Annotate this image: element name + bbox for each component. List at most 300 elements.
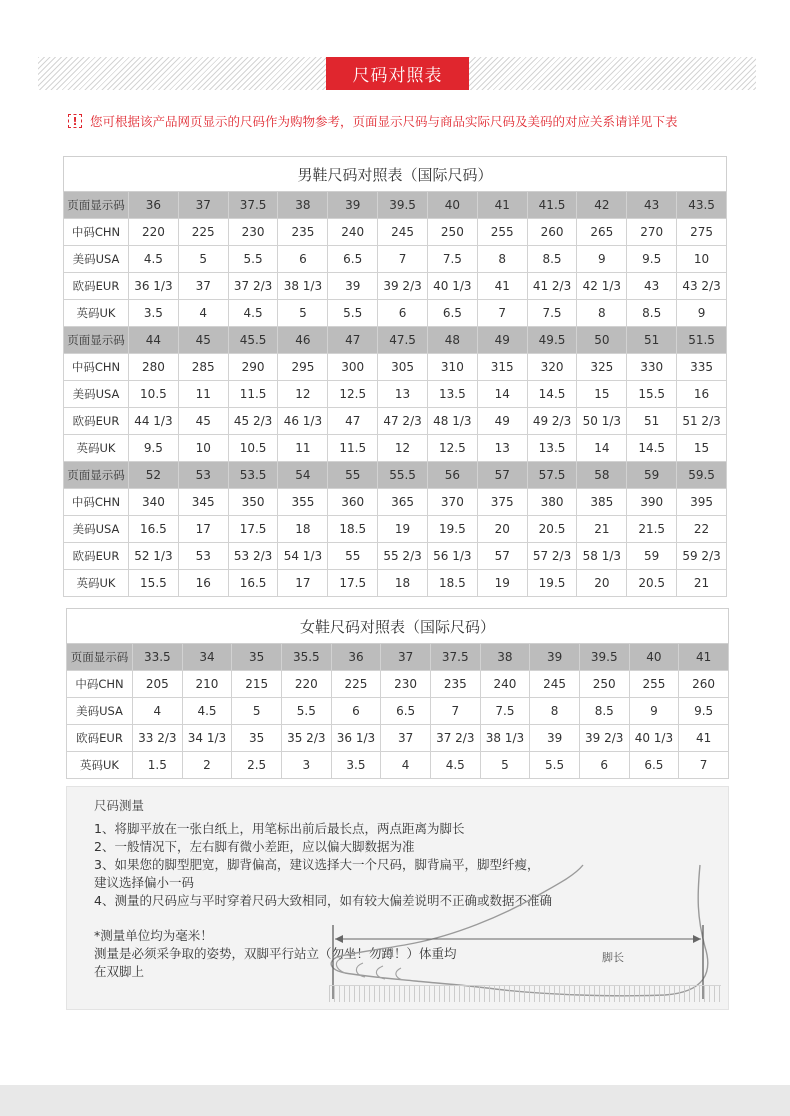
table-row — [64, 543, 727, 570]
size-cell: 3 — [281, 752, 331, 779]
size-cell: 35 — [232, 725, 282, 752]
size-cell: 39 2/3 — [378, 273, 428, 300]
size-cell: 5 — [178, 246, 228, 273]
size-cell: 47 2/3 — [378, 408, 428, 435]
table-row — [64, 354, 727, 381]
women-table-title: 女鞋尺码对照表（国际尺码） — [67, 609, 729, 644]
size-cell: 2 — [182, 752, 232, 779]
size-cell: 330 — [627, 354, 677, 381]
women-size-table — [66, 608, 729, 779]
size-cell: 325 — [577, 354, 627, 381]
size-cell: 6.5 — [381, 698, 431, 725]
size-cell: 4 — [178, 300, 228, 327]
size-cell: 260 — [527, 219, 577, 246]
size-cell: 41 2/3 — [527, 273, 577, 300]
size-cell: 55 2/3 — [378, 543, 428, 570]
size-cell: 230 — [228, 219, 278, 246]
size-cell: 4 — [133, 698, 183, 725]
size-cell: 14.5 — [527, 381, 577, 408]
size-cell: 16 — [178, 570, 228, 597]
size-cell: 37 — [381, 725, 431, 752]
size-cell: 45.5 — [228, 327, 278, 354]
size-cell: 13 — [477, 435, 527, 462]
row-label: 页面显示码 — [64, 327, 129, 354]
size-cell: 365 — [378, 489, 428, 516]
size-cell: 8.5 — [527, 246, 577, 273]
men-table-title: 男鞋尺码对照表（国际尺码） — [64, 157, 727, 192]
size-cell: 43 2/3 — [677, 273, 727, 300]
table-row — [64, 570, 727, 597]
measure-step: 4、测量的尺码应与平时穿着尺码大致相同，如有较大偏差说明不正确或数据不准确 — [94, 893, 552, 908]
size-cell: 295 — [278, 354, 328, 381]
size-cell: 19.5 — [527, 570, 577, 597]
size-cell: 41 — [477, 192, 527, 219]
row-label: 页面显示码 — [64, 462, 129, 489]
size-cell: 17 — [178, 516, 228, 543]
size-cell: 315 — [477, 354, 527, 381]
size-cell: 53.5 — [228, 462, 278, 489]
size-cell: 12 — [278, 381, 328, 408]
size-cell: 4.5 — [129, 246, 179, 273]
size-cell: 11 — [278, 435, 328, 462]
size-cell: 14.5 — [627, 435, 677, 462]
size-cell: 240 — [480, 671, 530, 698]
size-cell: 57 2/3 — [527, 543, 577, 570]
size-cell: 42 — [577, 192, 627, 219]
size-cell: 3.5 — [331, 752, 381, 779]
size-cell: 320 — [527, 354, 577, 381]
size-cell: 16.5 — [129, 516, 179, 543]
size-cell: 300 — [328, 354, 378, 381]
row-label: 页面显示码 — [64, 192, 129, 219]
page-title: 尺码对照表 — [326, 57, 469, 90]
table-row — [64, 300, 727, 327]
size-cell: 33 2/3 — [133, 725, 183, 752]
row-label: 欧码EUR — [67, 725, 133, 752]
size-cell: 9 — [677, 300, 727, 327]
size-cell: 34 — [182, 644, 232, 671]
size-cell: 39 — [530, 644, 580, 671]
size-cell: 46 — [278, 327, 328, 354]
size-cell: 10.5 — [129, 381, 179, 408]
size-cell: 12.5 — [328, 381, 378, 408]
row-label: 中码CHN — [64, 219, 129, 246]
size-cell: 16 — [677, 381, 727, 408]
measure-note: 测量是必须采争取的姿势，双脚平行站立（勿坐！勿蹲！）体重均 — [94, 946, 457, 961]
size-cell: 245 — [530, 671, 580, 698]
size-cell: 290 — [228, 354, 278, 381]
table-row — [67, 725, 729, 752]
size-cell: 350 — [228, 489, 278, 516]
size-cell: 57 — [477, 543, 527, 570]
size-cell: 48 1/3 — [427, 408, 477, 435]
table-row — [64, 246, 727, 273]
size-cell: 37.5 — [430, 644, 480, 671]
arrow-head-left — [335, 935, 343, 943]
size-cell: 39.5 — [378, 192, 428, 219]
size-cell: 56 1/3 — [427, 543, 477, 570]
size-cell: 6.5 — [328, 246, 378, 273]
row-label: 中码CHN — [64, 489, 129, 516]
arrow-head-right — [693, 935, 701, 943]
row-label: 英码UK — [64, 435, 129, 462]
size-cell: 47 — [328, 408, 378, 435]
table-row — [67, 644, 729, 671]
size-cell: 8 — [577, 300, 627, 327]
size-cell: 10.5 — [228, 435, 278, 462]
row-label: 页面显示码 — [67, 644, 133, 671]
size-cell: 49 — [477, 327, 527, 354]
size-cell: 7 — [378, 246, 428, 273]
size-cell: 51.5 — [677, 327, 727, 354]
size-cell: 260 — [679, 671, 729, 698]
size-cell: 22 — [677, 516, 727, 543]
size-cell: 280 — [129, 354, 179, 381]
table-row — [64, 192, 727, 219]
size-cell: 225 — [331, 671, 381, 698]
size-cell: 6 — [378, 300, 428, 327]
notice-bar — [68, 112, 678, 130]
size-cell: 6 — [331, 698, 381, 725]
size-cell: 5.5 — [530, 752, 580, 779]
row-label: 英码UK — [64, 300, 129, 327]
size-cell: 45 2/3 — [228, 408, 278, 435]
size-cell: 37 — [381, 644, 431, 671]
table-row — [67, 698, 729, 725]
size-cell: 59 2/3 — [677, 543, 727, 570]
size-cell: 49.5 — [527, 327, 577, 354]
size-cell: 7 — [477, 300, 527, 327]
table-row — [64, 327, 727, 354]
size-cell: 19 — [477, 570, 527, 597]
size-cell: 37 — [178, 273, 228, 300]
size-cell: 18 — [278, 516, 328, 543]
size-cell: 40 — [629, 644, 679, 671]
size-cell: 53 — [178, 543, 228, 570]
size-cell: 40 1/3 — [629, 725, 679, 752]
size-cell: 58 1/3 — [577, 543, 627, 570]
size-cell: 5 — [232, 698, 282, 725]
measure-panel — [66, 786, 729, 1010]
size-cell: 36 — [129, 192, 179, 219]
size-cell: 38 — [278, 192, 328, 219]
size-cell: 390 — [627, 489, 677, 516]
size-cell: 8 — [477, 246, 527, 273]
size-cell: 51 — [627, 327, 677, 354]
size-cell: 35.5 — [281, 644, 331, 671]
row-label: 英码UK — [64, 570, 129, 597]
size-cell: 4.5 — [228, 300, 278, 327]
size-cell: 18.5 — [427, 570, 477, 597]
size-cell: 38 1/3 — [480, 725, 530, 752]
size-cell: 36 — [331, 644, 381, 671]
notice-text: 您可根据该产品网页显示的尺码作为购物参考，页面显示尺码与商品实际尺码及美码的对应关系请详见下表 — [90, 114, 678, 129]
size-cell: 13.5 — [427, 381, 477, 408]
size-cell: 57 — [477, 462, 527, 489]
warning-icon: ! — [68, 114, 82, 128]
size-cell: 225 — [178, 219, 228, 246]
size-cell: 5.5 — [281, 698, 331, 725]
size-cell: 51 — [627, 408, 677, 435]
size-cell: 41 — [679, 644, 729, 671]
size-cell: 345 — [178, 489, 228, 516]
table-row — [67, 752, 729, 779]
size-cell: 335 — [677, 354, 727, 381]
size-cell: 54 1/3 — [278, 543, 328, 570]
size-cell: 6 — [579, 752, 629, 779]
size-cell: 35 2/3 — [281, 725, 331, 752]
size-cell: 235 — [278, 219, 328, 246]
size-cell: 215 — [232, 671, 282, 698]
size-cell: 37 2/3 — [228, 273, 278, 300]
size-cell: 355 — [278, 489, 328, 516]
size-cell: 15.5 — [627, 381, 677, 408]
size-cell: 220 — [281, 671, 331, 698]
size-cell: 250 — [579, 671, 629, 698]
size-cell: 380 — [527, 489, 577, 516]
size-cell: 44 — [129, 327, 179, 354]
size-cell: 7.5 — [527, 300, 577, 327]
size-cell: 275 — [677, 219, 727, 246]
size-cell: 13 — [378, 381, 428, 408]
size-cell: 43 — [627, 273, 677, 300]
row-label: 美码USA — [64, 516, 129, 543]
size-cell: 375 — [477, 489, 527, 516]
size-cell: 9 — [577, 246, 627, 273]
size-cell: 7.5 — [480, 698, 530, 725]
size-cell: 245 — [378, 219, 428, 246]
size-cell: 11 — [178, 381, 228, 408]
size-cell: 39 — [328, 273, 378, 300]
men-size-table — [63, 156, 727, 597]
size-cell: 49 — [477, 408, 527, 435]
size-cell: 2.5 — [232, 752, 282, 779]
size-cell: 205 — [133, 671, 183, 698]
row-label: 欧码EUR — [64, 273, 129, 300]
size-cell: 5 — [278, 300, 328, 327]
size-cell: 305 — [378, 354, 428, 381]
size-cell: 46 1/3 — [278, 408, 328, 435]
size-cell: 53 2/3 — [228, 543, 278, 570]
row-label: 英码UK — [67, 752, 133, 779]
size-cell: 17.5 — [228, 516, 278, 543]
title-hatch-left — [38, 57, 326, 90]
measure-step: 1、将脚平放在一张白纸上，用笔标出前后最长点，两点距离为脚长 — [94, 821, 465, 836]
size-cell: 21 — [677, 570, 727, 597]
size-cell: 20.5 — [627, 570, 677, 597]
size-cell: 11.5 — [328, 435, 378, 462]
size-cell: 36 1/3 — [129, 273, 179, 300]
size-cell: 220 — [129, 219, 179, 246]
size-cell: 51 2/3 — [677, 408, 727, 435]
size-cell: 5 — [480, 752, 530, 779]
size-cell: 5.5 — [328, 300, 378, 327]
size-cell: 7 — [430, 698, 480, 725]
size-cell: 55.5 — [378, 462, 428, 489]
size-cell: 285 — [178, 354, 228, 381]
size-cell: 11.5 — [228, 381, 278, 408]
size-cell: 270 — [627, 219, 677, 246]
size-cell: 15.5 — [129, 570, 179, 597]
size-cell: 14 — [577, 435, 627, 462]
size-cell: 20 — [577, 570, 627, 597]
size-cell: 17.5 — [328, 570, 378, 597]
size-cell: 33.5 — [133, 644, 183, 671]
size-cell: 39 — [328, 192, 378, 219]
size-cell: 18.5 — [328, 516, 378, 543]
size-cell: 7.5 — [427, 246, 477, 273]
size-cell: 15 — [577, 381, 627, 408]
size-cell: 250 — [427, 219, 477, 246]
size-cell: 10 — [178, 435, 228, 462]
measure-note: *测量单位均为毫米！ — [94, 928, 213, 943]
size-cell: 9 — [629, 698, 679, 725]
size-cell: 50 1/3 — [577, 408, 627, 435]
size-cell: 55 — [328, 462, 378, 489]
size-cell: 41 — [679, 725, 729, 752]
row-label: 中码CHN — [64, 354, 129, 381]
size-cell: 39.5 — [579, 644, 629, 671]
table-row — [64, 489, 727, 516]
size-cell: 35 — [232, 644, 282, 671]
size-cell: 59.5 — [677, 462, 727, 489]
measure-step: 建议选择偏小一码 — [94, 875, 195, 890]
size-cell: 21.5 — [627, 516, 677, 543]
size-cell: 36 1/3 — [331, 725, 381, 752]
size-cell: 49 2/3 — [527, 408, 577, 435]
ruler-graphic — [329, 985, 721, 1002]
size-cell: 40 1/3 — [427, 273, 477, 300]
foot-length-label: 脚长 — [602, 951, 624, 964]
size-cell: 1.5 — [133, 752, 183, 779]
size-cell: 6.5 — [629, 752, 679, 779]
size-cell: 4 — [381, 752, 431, 779]
size-cell: 54 — [278, 462, 328, 489]
size-cell: 38 1/3 — [278, 273, 328, 300]
size-cell: 37 — [178, 192, 228, 219]
table-row — [64, 462, 727, 489]
size-cell: 45 — [178, 327, 228, 354]
table-row — [64, 516, 727, 543]
size-cell: 50 — [577, 327, 627, 354]
size-cell: 52 — [129, 462, 179, 489]
measure-title: 尺码测量 — [94, 798, 145, 813]
size-cell: 255 — [477, 219, 527, 246]
table-row — [64, 381, 727, 408]
size-cell: 14 — [477, 381, 527, 408]
size-cell: 255 — [629, 671, 679, 698]
size-cell: 52 1/3 — [129, 543, 179, 570]
table-row — [64, 273, 727, 300]
measure-step: 3、如果您的脚型肥宽，脚背偏高，建议选择大一个尺码，脚背扁平，脚型纤瘦， — [94, 857, 540, 872]
size-cell: 37.5 — [228, 192, 278, 219]
row-label: 中码CHN — [67, 671, 133, 698]
size-cell: 340 — [129, 489, 179, 516]
size-cell: 20.5 — [527, 516, 577, 543]
size-cell: 6 — [278, 246, 328, 273]
title-hatch-right — [469, 57, 756, 90]
size-cell: 9.5 — [679, 698, 729, 725]
size-cell: 8 — [530, 698, 580, 725]
size-cell: 8.5 — [627, 300, 677, 327]
size-cell: 57.5 — [527, 462, 577, 489]
size-cell: 385 — [577, 489, 627, 516]
size-cell: 10 — [677, 246, 727, 273]
size-cell: 59 — [627, 543, 677, 570]
foot-outline — [331, 865, 708, 996]
size-cell: 4.5 — [182, 698, 232, 725]
size-cell: 59 — [627, 462, 677, 489]
size-cell: 235 — [430, 671, 480, 698]
size-cell: 395 — [677, 489, 727, 516]
size-cell: 41.5 — [527, 192, 577, 219]
size-cell: 19.5 — [427, 516, 477, 543]
size-cell: 45 — [178, 408, 228, 435]
size-cell: 47 — [328, 327, 378, 354]
table-row — [64, 219, 727, 246]
size-cell: 8.5 — [579, 698, 629, 725]
size-cell: 15 — [677, 435, 727, 462]
size-cell: 48 — [427, 327, 477, 354]
size-cell: 12 — [378, 435, 428, 462]
size-cell: 18 — [378, 570, 428, 597]
size-cell: 39 — [530, 725, 580, 752]
table-row — [67, 671, 729, 698]
size-cell: 43.5 — [677, 192, 727, 219]
size-cell: 360 — [328, 489, 378, 516]
size-cell: 55 — [328, 543, 378, 570]
footer-band — [0, 1085, 790, 1116]
size-cell: 58 — [577, 462, 627, 489]
size-cell: 5.5 — [228, 246, 278, 273]
size-cell: 9.5 — [129, 435, 179, 462]
size-cell: 16.5 — [228, 570, 278, 597]
size-cell: 47.5 — [378, 327, 428, 354]
size-cell: 40 — [427, 192, 477, 219]
row-label: 美码USA — [67, 698, 133, 725]
size-cell: 38 — [480, 644, 530, 671]
measure-step: 2、一般情况下，左右脚有微小差距，应以偏大脚数据为准 — [94, 839, 415, 854]
size-cell: 43 — [627, 192, 677, 219]
table-row — [64, 435, 727, 462]
size-cell: 42 1/3 — [577, 273, 627, 300]
row-label: 美码USA — [64, 246, 129, 273]
row-label: 美码USA — [64, 381, 129, 408]
table-row — [64, 408, 727, 435]
row-label: 欧码EUR — [64, 408, 129, 435]
size-cell: 210 — [182, 671, 232, 698]
size-cell: 4.5 — [430, 752, 480, 779]
size-cell: 240 — [328, 219, 378, 246]
size-cell: 21 — [577, 516, 627, 543]
row-label: 欧码EUR — [64, 543, 129, 570]
size-cell: 20 — [477, 516, 527, 543]
size-cell: 44 1/3 — [129, 408, 179, 435]
size-cell: 41 — [477, 273, 527, 300]
size-cell: 9.5 — [627, 246, 677, 273]
size-cell: 265 — [577, 219, 627, 246]
size-cell: 310 — [427, 354, 477, 381]
size-cell: 230 — [381, 671, 431, 698]
size-cell: 34 1/3 — [182, 725, 232, 752]
size-cell: 56 — [427, 462, 477, 489]
size-cell: 6.5 — [427, 300, 477, 327]
size-cell: 19 — [378, 516, 428, 543]
size-cell: 13.5 — [527, 435, 577, 462]
size-cell: 12.5 — [427, 435, 477, 462]
size-cell: 17 — [278, 570, 328, 597]
measure-note: 在双脚上 — [94, 964, 145, 979]
